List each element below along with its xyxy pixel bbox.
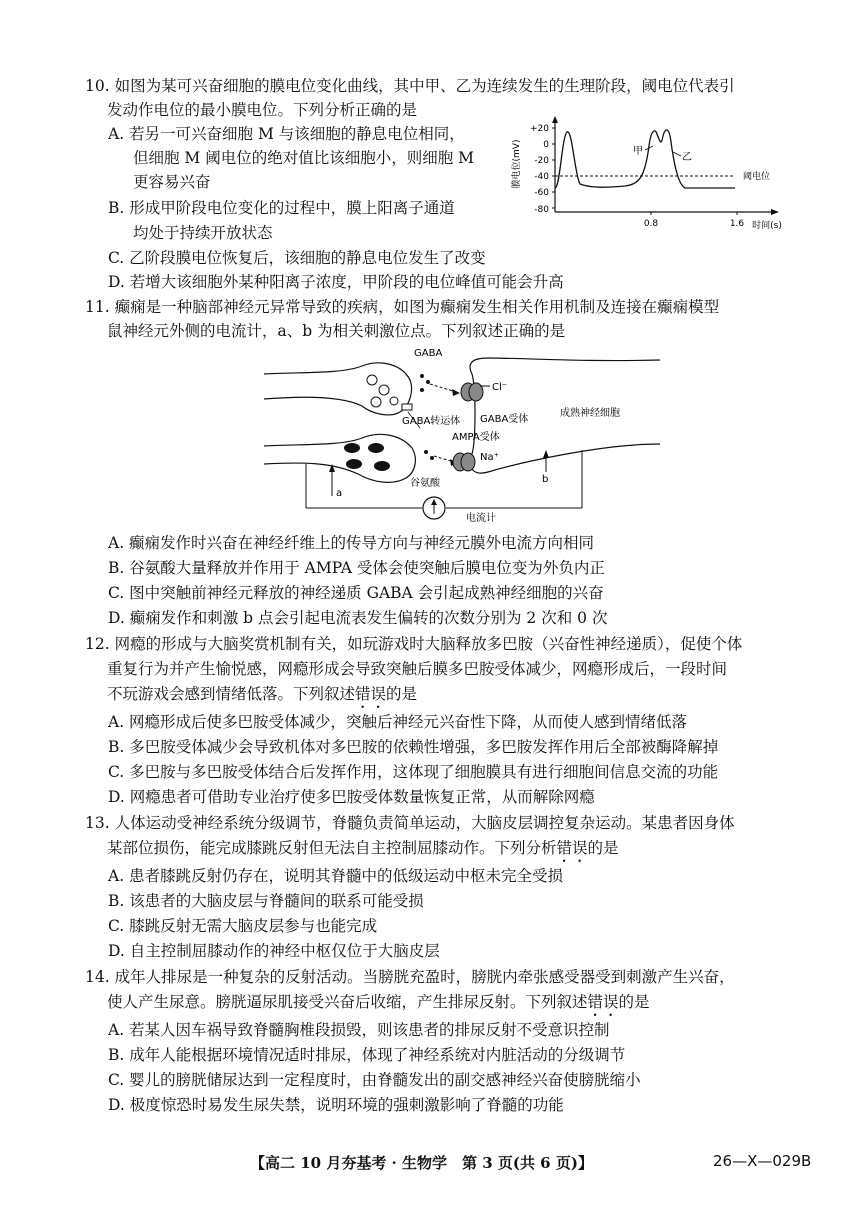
phase-jia-label: 甲 bbox=[633, 146, 643, 157]
q12-stem-text: 的是 bbox=[386, 685, 418, 703]
page-footer-code: 26—X—029B bbox=[713, 1152, 812, 1170]
y-axis-label: 膜电位(mV) bbox=[512, 139, 522, 189]
vesicle bbox=[379, 385, 389, 395]
q13-option-b: B. 该患者的大脑皮层与脊髓间的联系可能受损 bbox=[108, 892, 424, 910]
gaba-transporter-shape bbox=[402, 404, 412, 410]
q11-option-d: D. 癫痫发作和刺激 b 点会引起电流表发生偏转的次数分别为 2 次和 0 次 bbox=[108, 609, 608, 627]
y-tick-label: 0 bbox=[543, 140, 549, 150]
y-tick-label: -20 bbox=[534, 156, 549, 166]
y-tick-label: +20 bbox=[530, 124, 549, 134]
q14-option-d: D. 极度惊恐时易发生尿失禁，说明环境的强刺激影响了脊髓的功能 bbox=[108, 1096, 564, 1114]
q14-stem-line2 bbox=[107, 991, 650, 1020]
q12-stem-text: 不玩游戏会感到情绪低落。下列叙述 bbox=[107, 685, 356, 703]
y-tick-label: -40 bbox=[534, 172, 549, 182]
ampa-receptor-label: AMPA受体 bbox=[452, 432, 500, 443]
q10-option-a-line2: 但细胞 M 阈电位的绝对值比该细胞小，则细胞 M bbox=[133, 149, 475, 167]
ammeter-label: 电流计 bbox=[466, 513, 496, 524]
q13-stem-text: 某部位损伤，能完成膝跳反射但无法自主控制屈膝动作。下列分析 bbox=[107, 839, 557, 857]
q12-stem-line1: 12. 网瘾的形成与大脑奖赏机制有关，如玩游戏时大脑释放多巴胺（兴奋性神经递质），促使个体 bbox=[85, 635, 743, 653]
x-axis-arrow-icon bbox=[771, 209, 779, 215]
q10-option-c: C. 乙阶段膜电位恢复后，该细胞的静息电位发生了改变 bbox=[108, 249, 486, 267]
q13-option-a: A. 患者膝跳反射仍存在，说明其脊髓中的低级运动中枢未完全受损 bbox=[108, 867, 564, 885]
stimulus-a-label: a bbox=[336, 488, 343, 499]
vesicle bbox=[344, 443, 360, 453]
q11-option-a: A. 癫痫发作时兴奋在神经纤维上的传导方向与神经元膜外电流方向相同 bbox=[108, 534, 595, 552]
q11-option-b: B. 谷氨酸大量释放并作用于 AMPA 受体会使突触后膜电位变为外负内正 bbox=[108, 559, 605, 577]
gaba-label: GABA bbox=[414, 348, 443, 359]
q11-stem-line2: 鼠神经元外侧的电流计，a、b 为相关刺激位点。下列叙述正确的是 bbox=[107, 322, 566, 340]
upper-presynaptic-neuron bbox=[264, 363, 412, 415]
vesicle bbox=[368, 443, 384, 453]
stimulus-b-label: b bbox=[542, 474, 549, 485]
x-tick-label: 1.6 bbox=[729, 219, 745, 229]
q12-option-c: C. 多巴胺与多巴胺受体结合后发挥作用，这体现了细胞膜具有进行细胞间信息交流的功能 bbox=[108, 763, 719, 781]
mature-neuron-label: 成熟神经细胞 bbox=[560, 408, 620, 419]
sodium-ion-label: Na⁺ bbox=[480, 452, 499, 463]
glutamate-label: 谷氨酸 bbox=[410, 478, 440, 489]
stimulus-b-arrow-icon bbox=[543, 450, 549, 458]
page-footer-title: 【高二 10 月夯基考 · 生物学 第 3 页(共 6 页)】 bbox=[250, 1154, 593, 1172]
lower-presynaptic-neuron bbox=[264, 434, 415, 482]
vesicle bbox=[346, 459, 362, 469]
y-tick-label: -60 bbox=[534, 188, 549, 198]
q13-option-c: C. 膝跳反射无需大脑皮层参与也能完成 bbox=[108, 917, 378, 935]
q12-stem-line3 bbox=[107, 683, 417, 712]
q13-stem-line1: 13. 人体运动受神经系统分级调节，脊髓负责简单运动，大脑皮层调控复杂运动。某患者因身体 bbox=[85, 814, 735, 832]
y-tick-label: -80 bbox=[534, 205, 549, 215]
q10-option-d: D. 若增大该细胞外某种阳离子浓度，甲阶段的电位峰值可能会升高 bbox=[108, 273, 564, 291]
q12-option-a: A. 网瘾形成后使多巴胺受体减少，突触后神经元兴奋性下降，从而使人感到情绪低落 bbox=[108, 713, 688, 731]
gaba-receptor-label: GABA受体 bbox=[480, 414, 529, 425]
y-axis-arrow-icon bbox=[552, 116, 558, 123]
gaba-transporter-label: GABA转运体 bbox=[402, 416, 461, 427]
q12-emphasis-word: 错误 bbox=[355, 685, 387, 703]
q11-stem-line1: 11. 癫痫是一种脑部神经元异常导致的疾病，如图为癫痫发生相关作用机制及连接在癫痫模型 bbox=[85, 298, 720, 316]
q14-option-a: A. 若某人因车祸导致脊髓胸椎段损毁，则该患者的排尿反射不受意识控制 bbox=[108, 1021, 610, 1039]
q14-option-b: B. 成年人能根据环境情况适时排尿，体现了神经系统对内脏活动的分级调节 bbox=[108, 1046, 626, 1064]
phase-yi-label: 乙 bbox=[682, 152, 692, 163]
q14-stem-text: 使人产生尿意。膀胱逼尿肌接受兴奋后收缩，产生排尿反射。下列叙述 bbox=[107, 993, 588, 1011]
threshold-label: 阈电位 bbox=[743, 172, 771, 182]
x-axis-label: 时间(s) bbox=[752, 221, 782, 231]
epilepsy-synapse-diagram bbox=[262, 344, 662, 524]
q13-option-d: D. 自主控制屈膝动作的神经中枢仅位于大脑皮层 bbox=[108, 942, 440, 960]
q13-stem-text: 的是 bbox=[587, 839, 619, 857]
vesicle bbox=[367, 375, 377, 385]
q14-option-c: C. 婴儿的膀胱储尿达到一定程度时，由脊髓发出的副交感神经兴奋使膀胱缩小 bbox=[108, 1071, 641, 1089]
q13-stem-line2 bbox=[107, 837, 619, 866]
q10-stem-line2: 发动作电位的最小膜电位。下列分析正确的是 bbox=[107, 101, 418, 119]
q10-option-b-line1: B. 形成甲阶段电位变化的过程中，膜上阳离子通道 bbox=[108, 199, 455, 217]
q10-option-b-line2: 均处于持续开放状态 bbox=[133, 224, 273, 242]
q14-stem-line1: 14. 成年人排尿是一种复杂的反射活动。当膀胱充盈时，膀胱内牵张感受器受到刺激产生兴奋， bbox=[85, 968, 735, 986]
q14-stem-text: 的是 bbox=[618, 993, 650, 1011]
chloride-ion-label: Cl⁻ bbox=[492, 382, 508, 393]
q10-option-a-line1: A. 若另一可兴奋细胞 M 与该细胞的静息电位相同， bbox=[108, 125, 465, 143]
membrane-potential-curve bbox=[555, 130, 735, 188]
q12-option-b: B. 多巴胺受体减少会导致机体对多巴胺的依赖性增强，多巴胺发挥作用后全部被酶降解掉 bbox=[108, 738, 719, 756]
q11-option-c: C. 图中突触前神经元释放的神经递质 GABA 会引起成熟神经细胞的兴奋 bbox=[108, 584, 604, 602]
q12-stem-line2: 重复行为并产生愉悦感，网瘾形成会导致突触后膜多巴胺受体减少，网瘾形成后，一段时间 bbox=[107, 660, 728, 678]
q10-option-a-line3: 更容易兴奋 bbox=[133, 173, 211, 191]
vesicle bbox=[374, 461, 390, 471]
x-tick-label: 0.8 bbox=[643, 219, 659, 229]
q12-option-d: D. 网瘾患者可借助专业治疗使多巴胺受体数量恢复正常，从而解除网瘾 bbox=[108, 788, 595, 806]
vesicle bbox=[390, 397, 398, 405]
q14-emphasis-word: 错误 bbox=[587, 993, 619, 1011]
q13-emphasis-word: 错误 bbox=[556, 839, 588, 857]
membrane-potential-chart bbox=[505, 116, 795, 236]
q10-stem-line1: 10. 如图为某可兴奋细胞的膜电位变化曲线，其中甲、乙为连续发生的生理阶段，阈电位代表引 bbox=[85, 77, 735, 95]
vesicle bbox=[371, 397, 381, 407]
